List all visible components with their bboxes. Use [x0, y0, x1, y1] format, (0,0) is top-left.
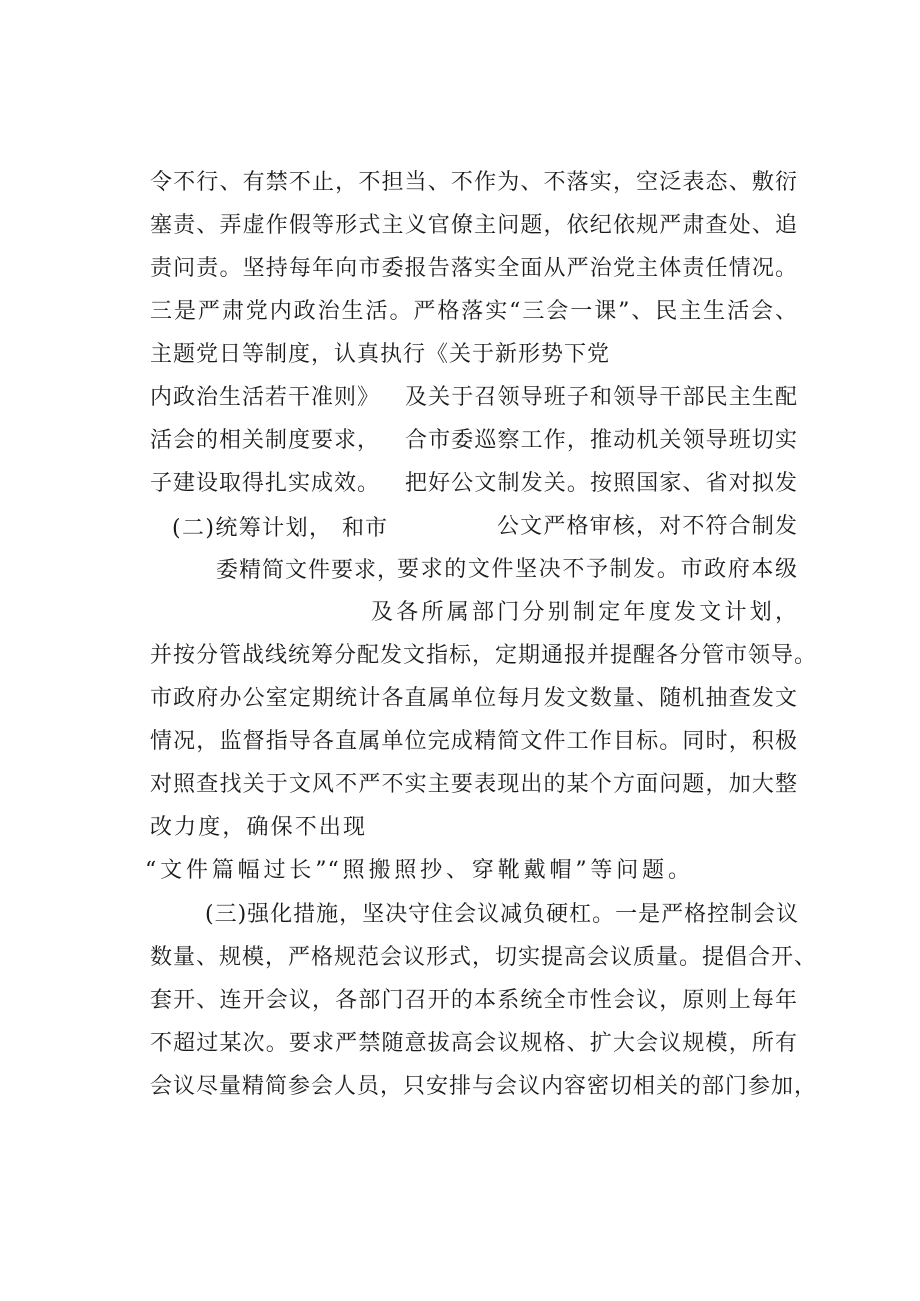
text-line-right: 及关于召领导班子和领导干部民主生配: [405, 385, 798, 410]
text-line: 情况，监督指导各直属单位完成精简文件工作目标。同时，积极: [150, 729, 798, 754]
text-line: 塞责、弄虚作假等形式主义官僚主问题，依纪依规严肃查处、追: [150, 213, 798, 238]
text-line-left: 子建设取得扎实成效。: [150, 471, 381, 496]
section-heading-3: (三)强化措施，坚决守住会议减负硬杠。一是严格控制会议: [205, 902, 800, 927]
text-fragment: 和市: [342, 516, 389, 541]
text-line-left: 内政治生活若干准则》: [150, 385, 381, 410]
section-heading-2: (二)统筹计划，: [172, 516, 332, 541]
text-line-right: 把好公文制发关。按照国家、省对拟发: [405, 471, 798, 496]
text-line-left: 活会的相关制度要求，: [150, 428, 381, 453]
text-line-right: 合市委巡察工作，推动机关领导班切实: [405, 428, 798, 453]
text-line-right: 及各所属部门分别制定年度发文计划，: [371, 600, 798, 625]
text-line: 主题党日等制度，认真执行《关于新形势下党: [150, 342, 611, 367]
text-line: 数量、规模，严格规范会议形式，切实提高会议质量。提倡合开、: [150, 945, 818, 970]
text-line: 套开、连开会议，各部门召开的本系统全市性会议，原则上每年: [150, 988, 798, 1013]
text-line: 对照查找关于文风不严不实主要表现出的某个方面问题，加大整: [150, 772, 798, 797]
text-line: 市政府办公室定期统计各直属单位每月发文数量、随机抽查发文: [150, 686, 798, 711]
text-line: 会议尽量精简参会人员，只安排与会议内容密切相关的部门参加，: [150, 1074, 818, 1099]
text-line: 令不行、有禁不止，不担当、不作为、不落实，空泛表态、敷衍: [150, 170, 798, 195]
text-line: 改力度，确保不出现: [150, 815, 366, 840]
text-line-right: 公文严格审核，对不符合制发: [497, 514, 798, 539]
text-line-left: 委精简文件要求，: [216, 558, 401, 583]
text-line: 三是严肃党内政治生活。严格落实“三会一课”、民主生活会、: [150, 299, 798, 324]
text-line-right: 要求的文件坚决不予制发。市政府本级: [397, 557, 798, 582]
text-line: “文件篇幅过长”“照搬照抄、穿靴戴帽”等问题。: [145, 858, 691, 883]
text-line: 不超过某次。要求严禁随意拔高会议规格、扩大会议规模，所有: [150, 1031, 798, 1056]
text-line: 并按分管战线统筹分配发文指标，定期通报并提醒各分管市领导。: [150, 643, 818, 668]
text-line: 责问责。坚持每年向市委报告落实全面从严治党主体责任情况。: [150, 256, 798, 281]
